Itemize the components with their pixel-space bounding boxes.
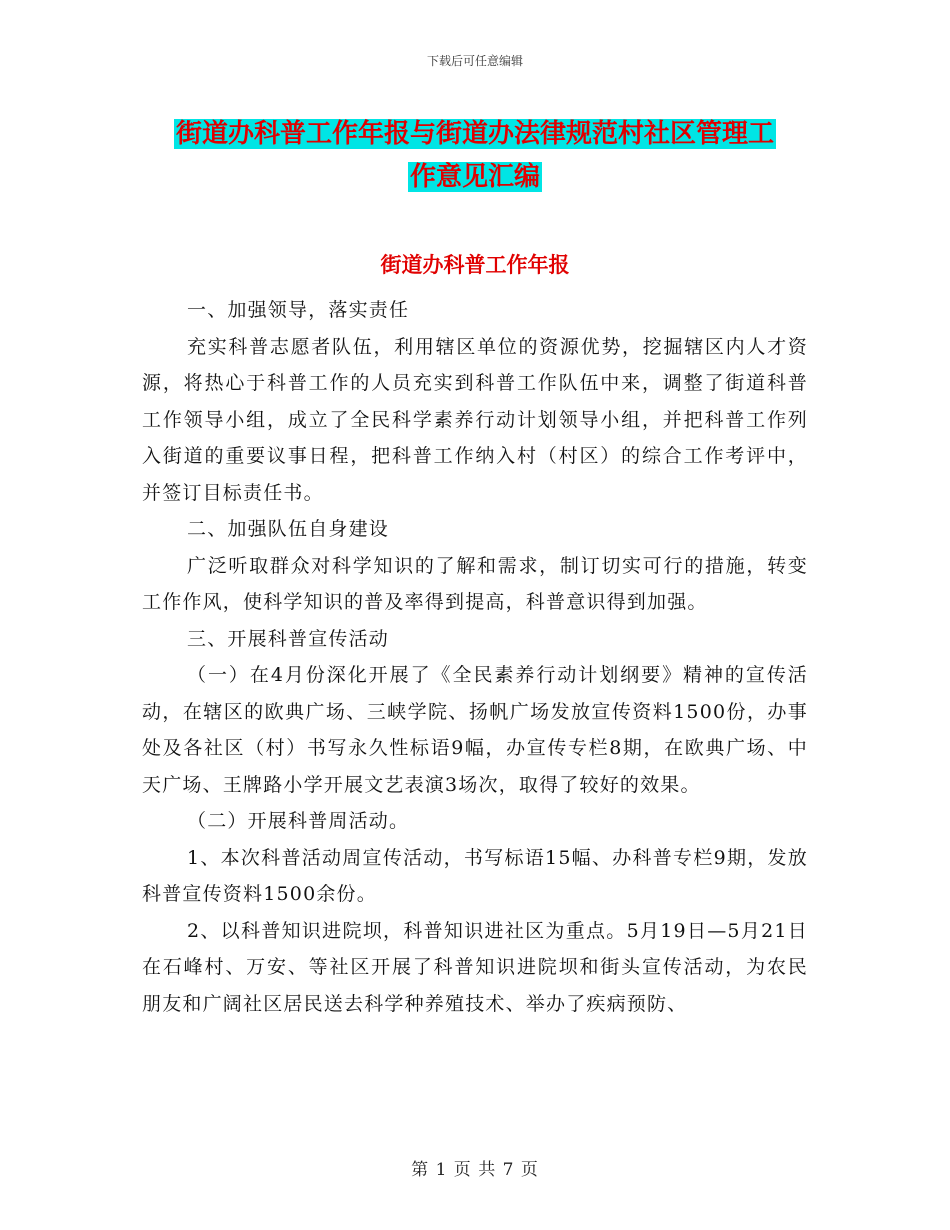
paragraph-5: 2、以科普知识进院坝，科普知识进社区为重点。5月19日—5月21日在石峰村、万安、等社区开展了科普知识进院坝和街头宣传活动，为农民朋友和广阔社区居民送去科学种养殖技术、举办了疾病预防、 <box>142 919 808 1015</box>
heading-2: 二、加强队伍自身建设 <box>187 518 390 540</box>
document-body <box>142 292 808 1022</box>
paragraph-1: 充实科普志愿者队伍，利用辖区单位的资源优势，挖掘辖区内人才资源，将热心于科普工作的人员充实到科普工作队伍中来，调整了街道科普工作领导小组，成立了全民科学素养行动计划领导小组，并把科普工作列入街道的重要议事日程，把科普工作纳入村（村区）的综合工作考评中，并签订目标责任书。 <box>142 335 808 504</box>
header-note: 下载后可任意编辑 <box>426 54 523 68</box>
paragraph-4: 1、本次科普活动周宣传活动，书写标语15幅、办科普专栏9期，发放科普宣传资料1500余份。 <box>142 846 808 905</box>
document-title-line-1 <box>0 113 950 150</box>
page-footer: 第 1 页 共 7 页 <box>411 1160 539 1180</box>
heading-3: 三、开展科普宣传活动 <box>187 627 390 650</box>
paragraph-3: （一）在4月份深化开展了《全民素养行动计划纲要》精神的宣传活动，在辖区的欧典广场、三峡学院、扬帆广场发放宣传资料1500份，办事处及各社区（村）书写永久性标语9幅，办宣传专栏8期，在欧典广场、中天广场、王牌路小学开展文艺表演3场次，取得了较好的效果。 <box>142 664 808 796</box>
subheading-2: （二）开展科普周活动。 <box>187 810 410 832</box>
title-line-2-text: 作意见汇编 <box>409 162 540 192</box>
section-title: 街道办科普工作年报 <box>380 253 570 277</box>
title-line-1-text: 街道办科普工作年报与街道办法律规范村社区管理工 <box>175 119 774 149</box>
paragraph-2: 广泛听取群众对科学知识的了解和需求，制订切实可行的措施，转变工作作风，使科学知识的普及率得到提高，科普意识得到加强。 <box>142 554 808 613</box>
document-title-line-2 <box>0 156 950 193</box>
heading-1: 一、加强领导，落实责任 <box>187 299 410 321</box>
